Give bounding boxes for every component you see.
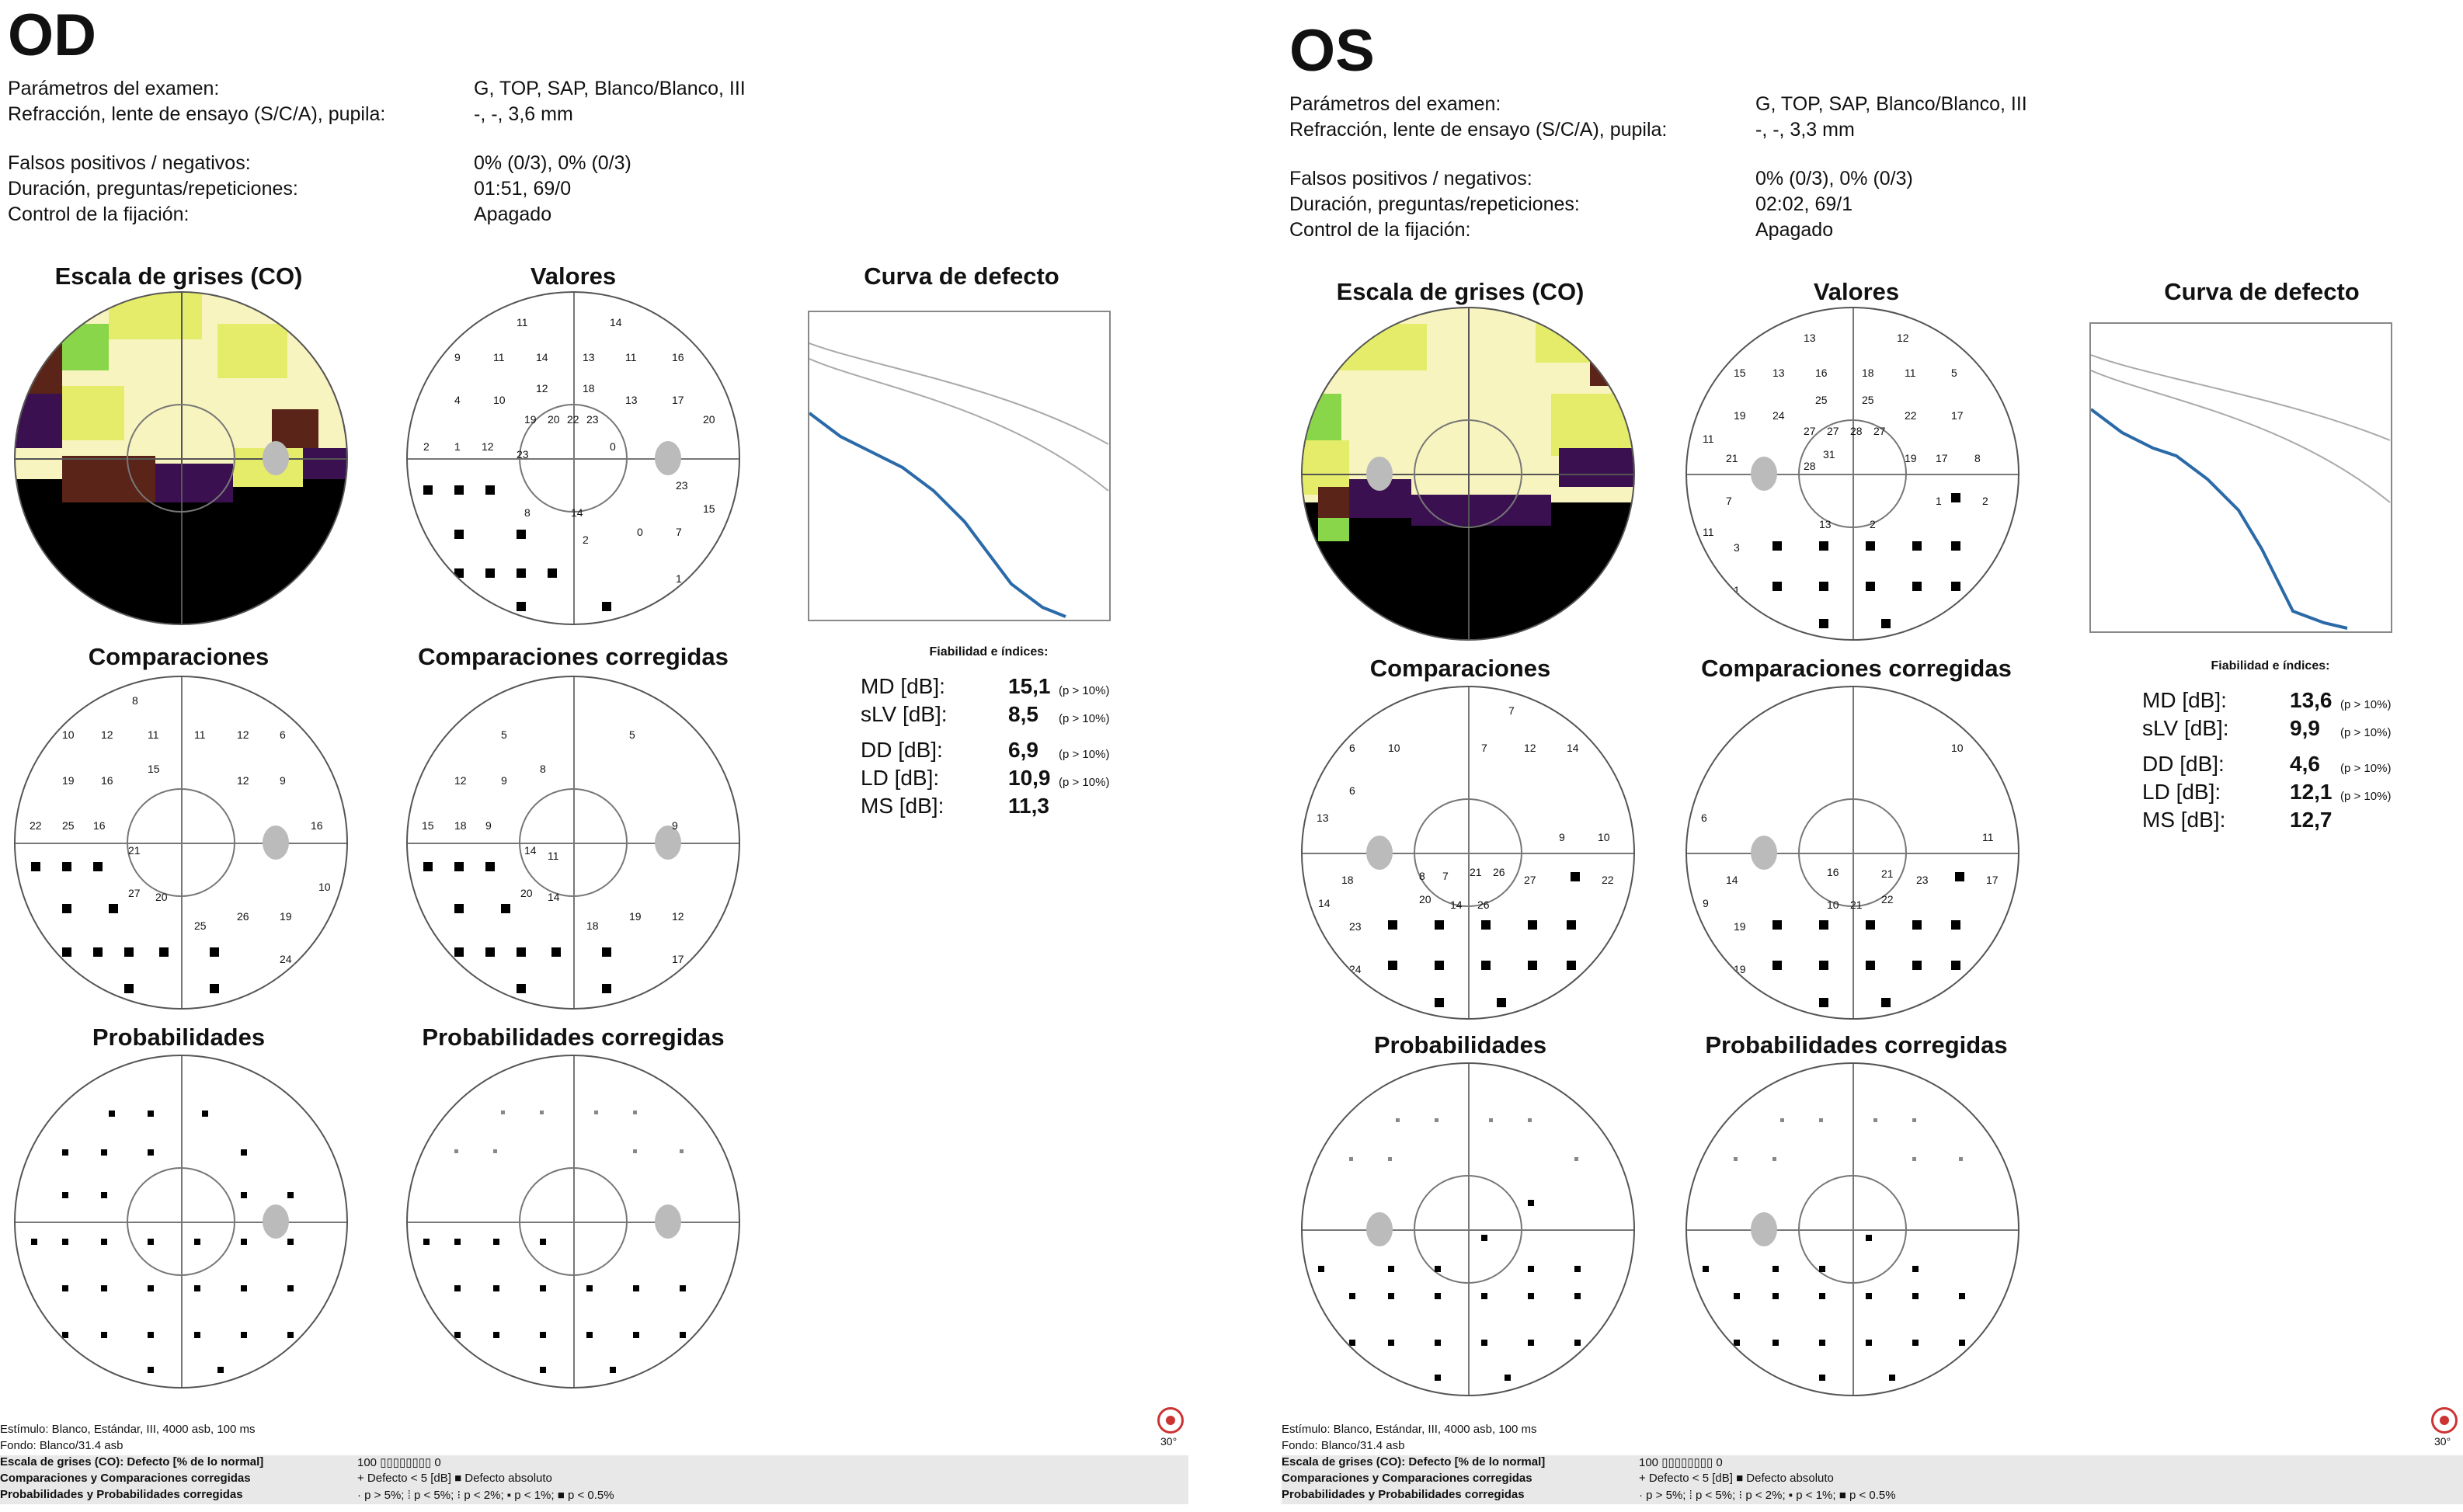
param-value: 0% (0/3), 0% (0/3): [1755, 168, 1913, 189]
comp-corr-point: 19: [629, 910, 642, 923]
comp-corr-point: 12: [672, 910, 684, 923]
value-point: 17: [1951, 409, 1964, 422]
value-point: 9: [454, 351, 461, 363]
comp-point: 10: [1388, 742, 1400, 754]
value-point: 24: [1772, 409, 1785, 422]
comp-point: 22: [1602, 874, 1614, 886]
panel-title-prob: Probabilidades: [1373, 1031, 1547, 1058]
value-point: 7: [1726, 495, 1732, 507]
value-point: 1: [454, 440, 461, 453]
index-p: (p > 10%): [1059, 776, 1110, 789]
value-point: 27: [1873, 425, 1886, 437]
value-point: 20: [548, 413, 560, 426]
comparisons-corrected-plot: [1685, 686, 2019, 1020]
absolute-defect-markers: [1303, 687, 1635, 1020]
panel-title-gray: Escala de grises (CO): [54, 262, 303, 290]
value-point: 2: [1870, 518, 1876, 530]
probability-markers: [408, 1056, 740, 1389]
comp-point: 14: [1567, 742, 1579, 754]
index-key: MD [dB]:: [861, 674, 945, 698]
legend-scale: 100 ▯▯▯▯▯▯▯▯ 0: [1639, 1456, 1723, 1469]
legend-row: [1282, 1472, 2463, 1488]
comp-corr-point: 9: [501, 774, 507, 787]
absolute-defect-markers: [1687, 308, 2019, 641]
index-row: [861, 792, 1117, 820]
panel-title-comp: Comparaciones: [88, 643, 270, 670]
eye-od: [0, 0, 1231, 1512]
footer-legend: [0, 1423, 1188, 1504]
comp-corr-point: 14: [524, 844, 537, 857]
comp-corr-point: 10: [1951, 742, 1964, 754]
value-point: 17: [1936, 452, 1948, 464]
param-row: [8, 102, 573, 127]
value-point: 1: [676, 572, 682, 585]
index-value: 10,9: [1008, 766, 1051, 790]
comp-corr-point: 8: [540, 763, 546, 775]
comp-corr-point: 12: [454, 774, 467, 787]
comp-point: 9: [280, 774, 286, 787]
value-point: 31: [1823, 448, 1835, 461]
value-point: 22: [567, 413, 579, 426]
param-label: Duración, preguntas/repeticiones:: [1289, 193, 1580, 215]
defect-curve-line: [809, 413, 1066, 617]
comp-point: 16: [93, 819, 106, 832]
value-point: 22: [1905, 409, 1917, 422]
comp-corr-point: 14: [1726, 874, 1738, 886]
index-key: sLV [dB]:: [861, 702, 948, 726]
comp-corr-point: 17: [1986, 874, 1999, 886]
probabilities-corrected-plot: [406, 1055, 740, 1389]
param-row: [1289, 166, 1913, 192]
comp-corr-point: 19: [1734, 920, 1746, 933]
legend-row: [0, 1488, 1188, 1504]
comp-corr-point: 18: [454, 819, 467, 832]
background-text: Fondo: Blanco/31.4 asb: [1282, 1439, 1405, 1452]
comp-point: 9: [1559, 831, 1565, 843]
param-label: Control de la fijación:: [8, 203, 190, 225]
value-point: 16: [672, 351, 684, 363]
param-value: 02:02, 69/1: [1755, 193, 1853, 215]
value-point: 1: [1936, 495, 1942, 507]
value-point: 18: [1862, 367, 1874, 379]
absolute-defect-markers: [408, 293, 740, 625]
index-value: 15,1: [1008, 674, 1051, 698]
param-label: Refracción, lente de ensayo (S/C/A), pupila:: [8, 103, 386, 125]
value-point: 25: [1862, 394, 1874, 406]
value-point: 15: [1734, 367, 1746, 379]
legend-scale: 100 ▯▯▯▯▯▯▯▯ 0: [357, 1456, 441, 1469]
index-key: MS [dB]:: [2142, 808, 2226, 832]
comp-point: 26: [237, 910, 249, 923]
value-point: 0: [637, 526, 643, 538]
param-row: [8, 202, 552, 228]
index-key: DD [dB]:: [2142, 752, 2225, 776]
background-text: Fondo: Blanco/31.4 asb: [0, 1439, 123, 1452]
param-value: -, -, 3,3 mm: [1755, 119, 1855, 141]
value-point: 11: [517, 316, 528, 328]
value-point: 28: [1804, 460, 1816, 472]
absolute-defect-markers: [16, 677, 348, 1010]
legend-scale: · p > 5%; ⁞ p < 5%; ⁝ p < 2%; ▪ p < 1%; ■ p < 0.5%: [357, 1489, 614, 1502]
index-key: MS [dB]:: [861, 794, 944, 818]
value-point: 13: [1819, 518, 1832, 530]
indices-heading: Fiabilidad e índices:: [929, 645, 1049, 659]
comp-point: 14: [1318, 897, 1331, 909]
value-point: 19: [524, 413, 537, 426]
comp-corr-point: 11: [1982, 831, 1994, 843]
comp-point: 22: [30, 819, 42, 832]
param-label: Falsos positivos / negativos:: [8, 152, 251, 174]
value-point: 23: [676, 479, 688, 492]
value-point: 2: [583, 534, 589, 546]
eye-os: [1282, 0, 2463, 1512]
comp-point: 27: [1524, 874, 1536, 886]
comparisons-plot: [1301, 686, 1635, 1020]
comp-point: 7: [1481, 742, 1487, 754]
index-row: [2142, 806, 2399, 834]
footer-legend: [1282, 1423, 2463, 1504]
comp-point: 21: [128, 844, 141, 857]
comp-point: 25: [62, 819, 75, 832]
value-point: 23: [517, 448, 529, 461]
comp-point: 6: [1349, 784, 1355, 797]
value-point: 12: [1897, 332, 1909, 344]
value-point: 20: [703, 413, 715, 426]
eye-title: OS: [1289, 18, 1375, 84]
defect-curve-svg: [809, 312, 1112, 623]
scale-reference-label: 30°: [2434, 1435, 2451, 1448]
value-point: 3: [1734, 541, 1740, 554]
value-point: 7: [676, 526, 682, 538]
comp-point: 7: [1508, 704, 1515, 717]
index-row: [2142, 750, 2399, 778]
comp-point: 19: [62, 774, 75, 787]
comp-corr-point: 11: [548, 850, 559, 862]
comp-point: 16: [311, 819, 323, 832]
comp-point: 8: [1419, 870, 1425, 882]
comp-corr-point: 17: [672, 953, 684, 965]
comp-point: 23: [1349, 920, 1362, 933]
value-point: 18: [583, 382, 595, 395]
comp-corr-point: 22: [1881, 893, 1894, 905]
param-label: Falsos positivos / negativos:: [1289, 168, 1532, 189]
param-row: [1289, 117, 1855, 143]
index-p: (p > 10%): [2340, 698, 2392, 711]
index-value: 4,6: [2290, 752, 2320, 776]
value-point: 11: [1905, 367, 1916, 379]
value-point: 21: [1726, 452, 1738, 464]
value-point: 25: [1815, 394, 1828, 406]
comp-corr-point: 6: [1701, 812, 1707, 824]
value-point: 14: [571, 506, 583, 519]
comp-corr-point: 5: [501, 728, 507, 741]
index-key: DD [dB]:: [861, 738, 943, 762]
panel-title-gray: Escala de grises (CO): [1336, 278, 1585, 305]
stimulus-text: Estímulo: Blanco, Estándar, III, 4000 asb, 100 ms: [1282, 1423, 1537, 1436]
comp-point: 26: [1493, 866, 1505, 878]
panel-title-comp-corr: Comparaciones corregidas: [418, 643, 729, 670]
param-value: 01:51, 69/0: [474, 178, 572, 200]
absolute-defect-markers: [1687, 687, 2019, 1020]
exam-params: [1289, 92, 2027, 243]
comp-corr-point: 5: [629, 728, 635, 741]
comp-point: 20: [1419, 893, 1432, 905]
param-value: G, TOP, SAP, Blanco/Blanco, III: [474, 78, 746, 99]
value-point: 4: [454, 394, 461, 406]
param-label: Refracción, lente de ensayo (S/C/A), pupila:: [1289, 119, 1668, 141]
value-point: 11: [1703, 433, 1714, 445]
value-point: 28: [1850, 425, 1863, 437]
defect-curve-chart: [2089, 322, 2392, 633]
defect-curve-svg: [2091, 324, 2394, 634]
param-row: [1289, 192, 1853, 217]
value-point: 8: [1974, 452, 1981, 464]
comp-point: 10: [1598, 831, 1610, 843]
index-value: 13,6: [2290, 688, 2333, 712]
value-point: 19: [1905, 452, 1917, 464]
value-point: 17: [672, 394, 684, 406]
comp-point: 19: [280, 910, 292, 923]
comparisons-plot: [14, 676, 348, 1010]
comp-corr-point: 20: [520, 887, 533, 899]
probability-markers: [16, 1056, 348, 1389]
comp-point: 18: [1341, 874, 1354, 886]
value-point: 2: [423, 440, 430, 453]
panel-title-prob-corr: Probabilidades corregidas: [422, 1024, 725, 1051]
probabilities-corrected-plot: [1685, 1062, 2019, 1396]
panel-title-values: Valores: [1813, 278, 1900, 305]
param-label: Duración, preguntas/repeticiones:: [8, 178, 298, 200]
comp-point: 12: [237, 774, 249, 787]
index-row: [2142, 686, 2399, 714]
indices-block: [2142, 652, 2399, 834]
comp-corr-point: 15: [422, 819, 434, 832]
legend-scale: · p > 5%; ⁞ p < 5%; ⁝ p < 2%; ▪ p < 1%; ■ p < 0.5%: [1639, 1489, 1896, 1502]
comp-corr-point: 9: [1703, 897, 1709, 909]
value-point: 2: [1982, 495, 1988, 507]
value-point: 13: [625, 394, 638, 406]
index-p: (p > 10%): [1059, 748, 1110, 761]
legend-row: [1282, 1455, 2463, 1472]
gray-scale-plot: [14, 291, 348, 625]
index-row: [861, 764, 1117, 792]
legend-row: [0, 1472, 1188, 1488]
exam-params: [8, 76, 746, 228]
comp-corr-point: 21: [1881, 867, 1894, 880]
values-plot: [406, 291, 740, 625]
index-row: [861, 736, 1117, 764]
comp-point: 7: [1442, 870, 1449, 882]
indices-block: [861, 638, 1117, 820]
index-value: 12,1: [2290, 780, 2333, 804]
index-key: sLV [dB]:: [2142, 716, 2229, 740]
legend-label: Comparaciones y Comparaciones corregidas: [1282, 1472, 1532, 1485]
legend-label: Probabilidades y Probabilidades corregidas: [0, 1488, 243, 1501]
legend-label: Escala de grises (CO): Defecto [% de lo normal]: [1282, 1455, 1546, 1469]
comp-corr-point: 9: [485, 819, 492, 832]
comp-point: 15: [148, 763, 160, 775]
value-point: 11: [625, 351, 637, 363]
comp-corr-point: 10: [1827, 899, 1839, 911]
comp-corr-point: 18: [586, 919, 599, 932]
value-point: 10: [493, 394, 506, 406]
index-p: (p > 10%): [2340, 762, 2392, 775]
legend-scale: + Defecto < 5 [dB] ■ Defecto absoluto: [357, 1472, 552, 1485]
comp-point: 12: [101, 728, 113, 741]
param-label: Parámetros del examen:: [1289, 93, 1501, 115]
index-key: MD [dB]:: [2142, 688, 2227, 712]
comp-point: 14: [1450, 899, 1463, 911]
index-row: [2142, 714, 2399, 742]
value-point: 19: [1734, 409, 1746, 422]
comp-point: 12: [1524, 742, 1536, 754]
value-point: 12: [536, 382, 548, 395]
comp-point: 16: [101, 774, 113, 787]
value-point: 13: [1804, 332, 1816, 344]
index-value: 6,9: [1008, 738, 1038, 762]
param-row: [1289, 92, 2027, 117]
legend-label: Comparaciones y Comparaciones corregidas: [0, 1472, 251, 1485]
comp-corr-point: 21: [1850, 899, 1863, 911]
index-key: LD [dB]:: [861, 766, 940, 790]
param-row: [1289, 217, 1834, 243]
probabilities-plot: [14, 1055, 348, 1389]
value-point: 14: [610, 316, 622, 328]
defect-curve-chart: [808, 311, 1111, 621]
comp-corr-point: 19: [1734, 963, 1746, 975]
gray-scale-plot: [1301, 307, 1635, 641]
panel-title-defect: Curva de defecto: [2164, 278, 2360, 305]
legend-scale: + Defecto < 5 [dB] ■ Defecto absoluto: [1639, 1472, 1834, 1485]
indices-heading: Fiabilidad e índices:: [2211, 659, 2330, 673]
comp-point: 10: [318, 881, 331, 893]
absolute-defect-markers: [408, 677, 740, 1010]
value-point: 27: [1827, 425, 1839, 437]
comp-point: 13: [1317, 812, 1329, 824]
param-value: 0% (0/3), 0% (0/3): [474, 152, 631, 174]
comp-corr-point: 9: [672, 819, 678, 832]
param-row: [8, 151, 631, 176]
index-value: 12,7: [2290, 808, 2333, 832]
comp-point: 27: [128, 887, 141, 899]
index-row: [2142, 778, 2399, 806]
value-point: 23: [586, 413, 599, 426]
comparisons-corrected-plot: [406, 676, 740, 1010]
scale-reference-label: 30°: [1160, 1435, 1178, 1448]
eye-title: OD: [8, 2, 96, 68]
stimulus-text: Estímulo: Blanco, Estándar, III, 4000 asb, 100 ms: [0, 1423, 256, 1436]
index-p: (p > 10%): [1059, 684, 1110, 697]
panel-title-prob-corr: Probabilidades corregidas: [1705, 1031, 2008, 1058]
value-point: 12: [482, 440, 494, 453]
value-point: 27: [1804, 425, 1816, 437]
value-point: 11: [1703, 526, 1714, 538]
value-point: 11: [493, 351, 505, 363]
comp-point: 26: [1477, 899, 1490, 911]
index-row: [861, 700, 1117, 728]
defect-curve-line: [2091, 409, 2347, 628]
param-value: Apagado: [1755, 219, 1834, 241]
value-point: 1: [1734, 584, 1740, 596]
panel-title-comp-corr: Comparaciones corregidas: [1701, 655, 2012, 682]
comp-point: 6: [1349, 742, 1355, 754]
index-row: [861, 673, 1117, 700]
legend-row: [0, 1455, 1188, 1472]
panel-title-values: Valores: [530, 262, 617, 290]
index-key: LD [dB]:: [2142, 780, 2221, 804]
value-point: 13: [1772, 367, 1785, 379]
comp-point: 21: [1470, 866, 1482, 878]
probability-markers: [1303, 1064, 1635, 1396]
panel-title-comp: Comparaciones: [1369, 655, 1551, 682]
panel-title-defect: Curva de defecto: [864, 262, 1059, 290]
comp-point: 24: [280, 953, 292, 965]
index-value: 11,3: [1008, 794, 1049, 818]
index-p: (p > 10%): [2340, 790, 2392, 803]
value-point: 16: [1815, 367, 1828, 379]
param-value: Apagado: [474, 203, 552, 225]
legend-row: [1282, 1488, 2463, 1504]
param-row: [8, 176, 572, 202]
index-p: (p > 10%): [1059, 712, 1110, 725]
comp-point: 6: [280, 728, 286, 741]
legend-label: Escala de grises (CO): Defecto [% de lo normal]: [0, 1455, 264, 1469]
value-point: 0: [610, 440, 616, 453]
comp-point: 12: [237, 728, 249, 741]
index-p: (p > 10%): [2340, 726, 2392, 739]
param-value: -, -, 3,6 mm: [474, 103, 573, 125]
value-point: 5: [1951, 367, 1957, 379]
value-point: 14: [536, 351, 548, 363]
values-plot: [1685, 307, 2019, 641]
probability-markers: [1687, 1064, 2019, 1396]
comp-corr-point: 14: [548, 891, 560, 903]
param-value: G, TOP, SAP, Blanco/Blanco, III: [1755, 93, 2027, 115]
index-value: 9,9: [2290, 716, 2320, 740]
legend-label: Probabilidades y Probabilidades corregidas: [1282, 1488, 1525, 1501]
comp-point: 11: [194, 728, 206, 741]
panel-title-prob: Probabilidades: [92, 1024, 266, 1051]
param-row: [8, 76, 746, 102]
probabilities-plot: [1301, 1062, 1635, 1396]
comp-point: 20: [155, 891, 168, 903]
comp-point: 24: [1349, 963, 1362, 975]
value-point: 8: [524, 506, 531, 519]
comp-corr-point: 23: [1916, 874, 1929, 886]
param-label: Parámetros del examen:: [8, 78, 220, 99]
comp-point: 11: [148, 728, 159, 741]
comp-point: 10: [62, 728, 75, 741]
index-value: 8,5: [1008, 702, 1038, 726]
comp-corr-point: 16: [1827, 866, 1839, 878]
value-point: 15: [703, 502, 715, 515]
param-label: Control de la fijación:: [1289, 219, 1471, 241]
value-point: 13: [583, 351, 595, 363]
comp-point: 25: [194, 919, 207, 932]
comp-point: 8: [132, 694, 138, 707]
